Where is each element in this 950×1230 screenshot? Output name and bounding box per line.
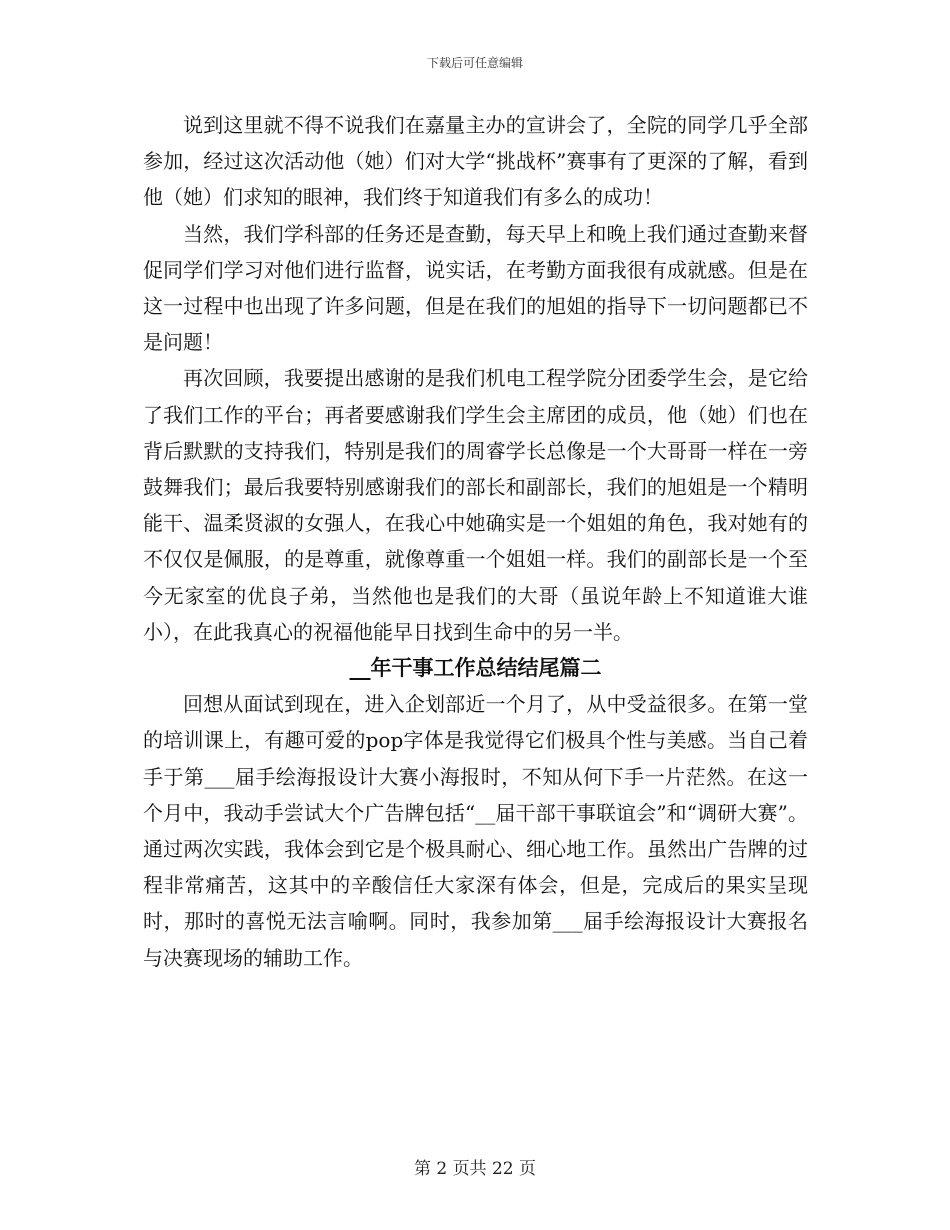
paragraph: 再次回顾，我要提出感谢的是我们机电工程学院分团委学生会，是它给了我们工作的平台；再者要感谢我们学生会主席团的成员，他（她）们也在背后默默的支持我们，特别是我们的周睿学长总像是一个大哥哥一样在一旁鼓舞我们；最后我要特别感谢我们的部长和副部长，我们的旭姐是一个精明能干、温柔贤淑的女强人，在我心中她确实是一个姐姐的角色，我对她有的不仅仅是佩服，的是尊重，就像尊重一个姐姐一样。我们的副部长是一个至今无家室的优良子弟，当然他也是我们的大哥（虽说年龄上不知道谁大谁小），在此我真心的祝福他能早日找到生命中的另一半。 xyxy=(143,366,808,644)
page-header: 下载后可任意编辑 xyxy=(426,56,523,70)
document-body xyxy=(143,107,808,976)
paragraph: 当然，我们学科部的任务还是查勤，每天早上和晚上我们通过查勤来督促同学们学习对他们进行监督，说实话，在考勤方面我很有成就感。但是在这一过程中也出现了许多问题，但是在我们的旭姐的指导下一切问题都已不是问题！ xyxy=(143,221,808,355)
section-title: __年干事工作总结结尾篇二 xyxy=(349,656,602,681)
page-footer: 第 2 页共 22 页 xyxy=(413,1159,537,1179)
paragraph: 说到这里就不得不说我们在嘉量主办的宣讲会了，全院的同学几乎全部参加，经过这次活动他（她）们对大学“挑战杯”赛事有了更深的了解，看到他（她）们求知的眼神，我们终于知道我们有多么的成功！ xyxy=(143,113,808,210)
paragraph: 回想从面试到现在，进入企划部近一个月了，从中受益很多。在第一堂的培训课上，有趣可爱的pop字体是我觉得它们极具个性与美感。当自己着手于第___届手绘海报设计大赛小海报时，不知从何下手一片茫然。在这一个月中，我动手尝试大个广告牌包括“__届干部干事联谊会”和“调研大赛”。通过两次实践，我体会到它是个极具耐心、细心地工作。虽然出广告牌的过程非常痛苦，这其中的辛酸信任大家深有体会，但是，完成后的果实呈现时，那时的喜悦无法言喻啊。同时，我参加第___届手绘海报设计大赛报名与决赛现场的辅助工作。 xyxy=(143,692,808,970)
